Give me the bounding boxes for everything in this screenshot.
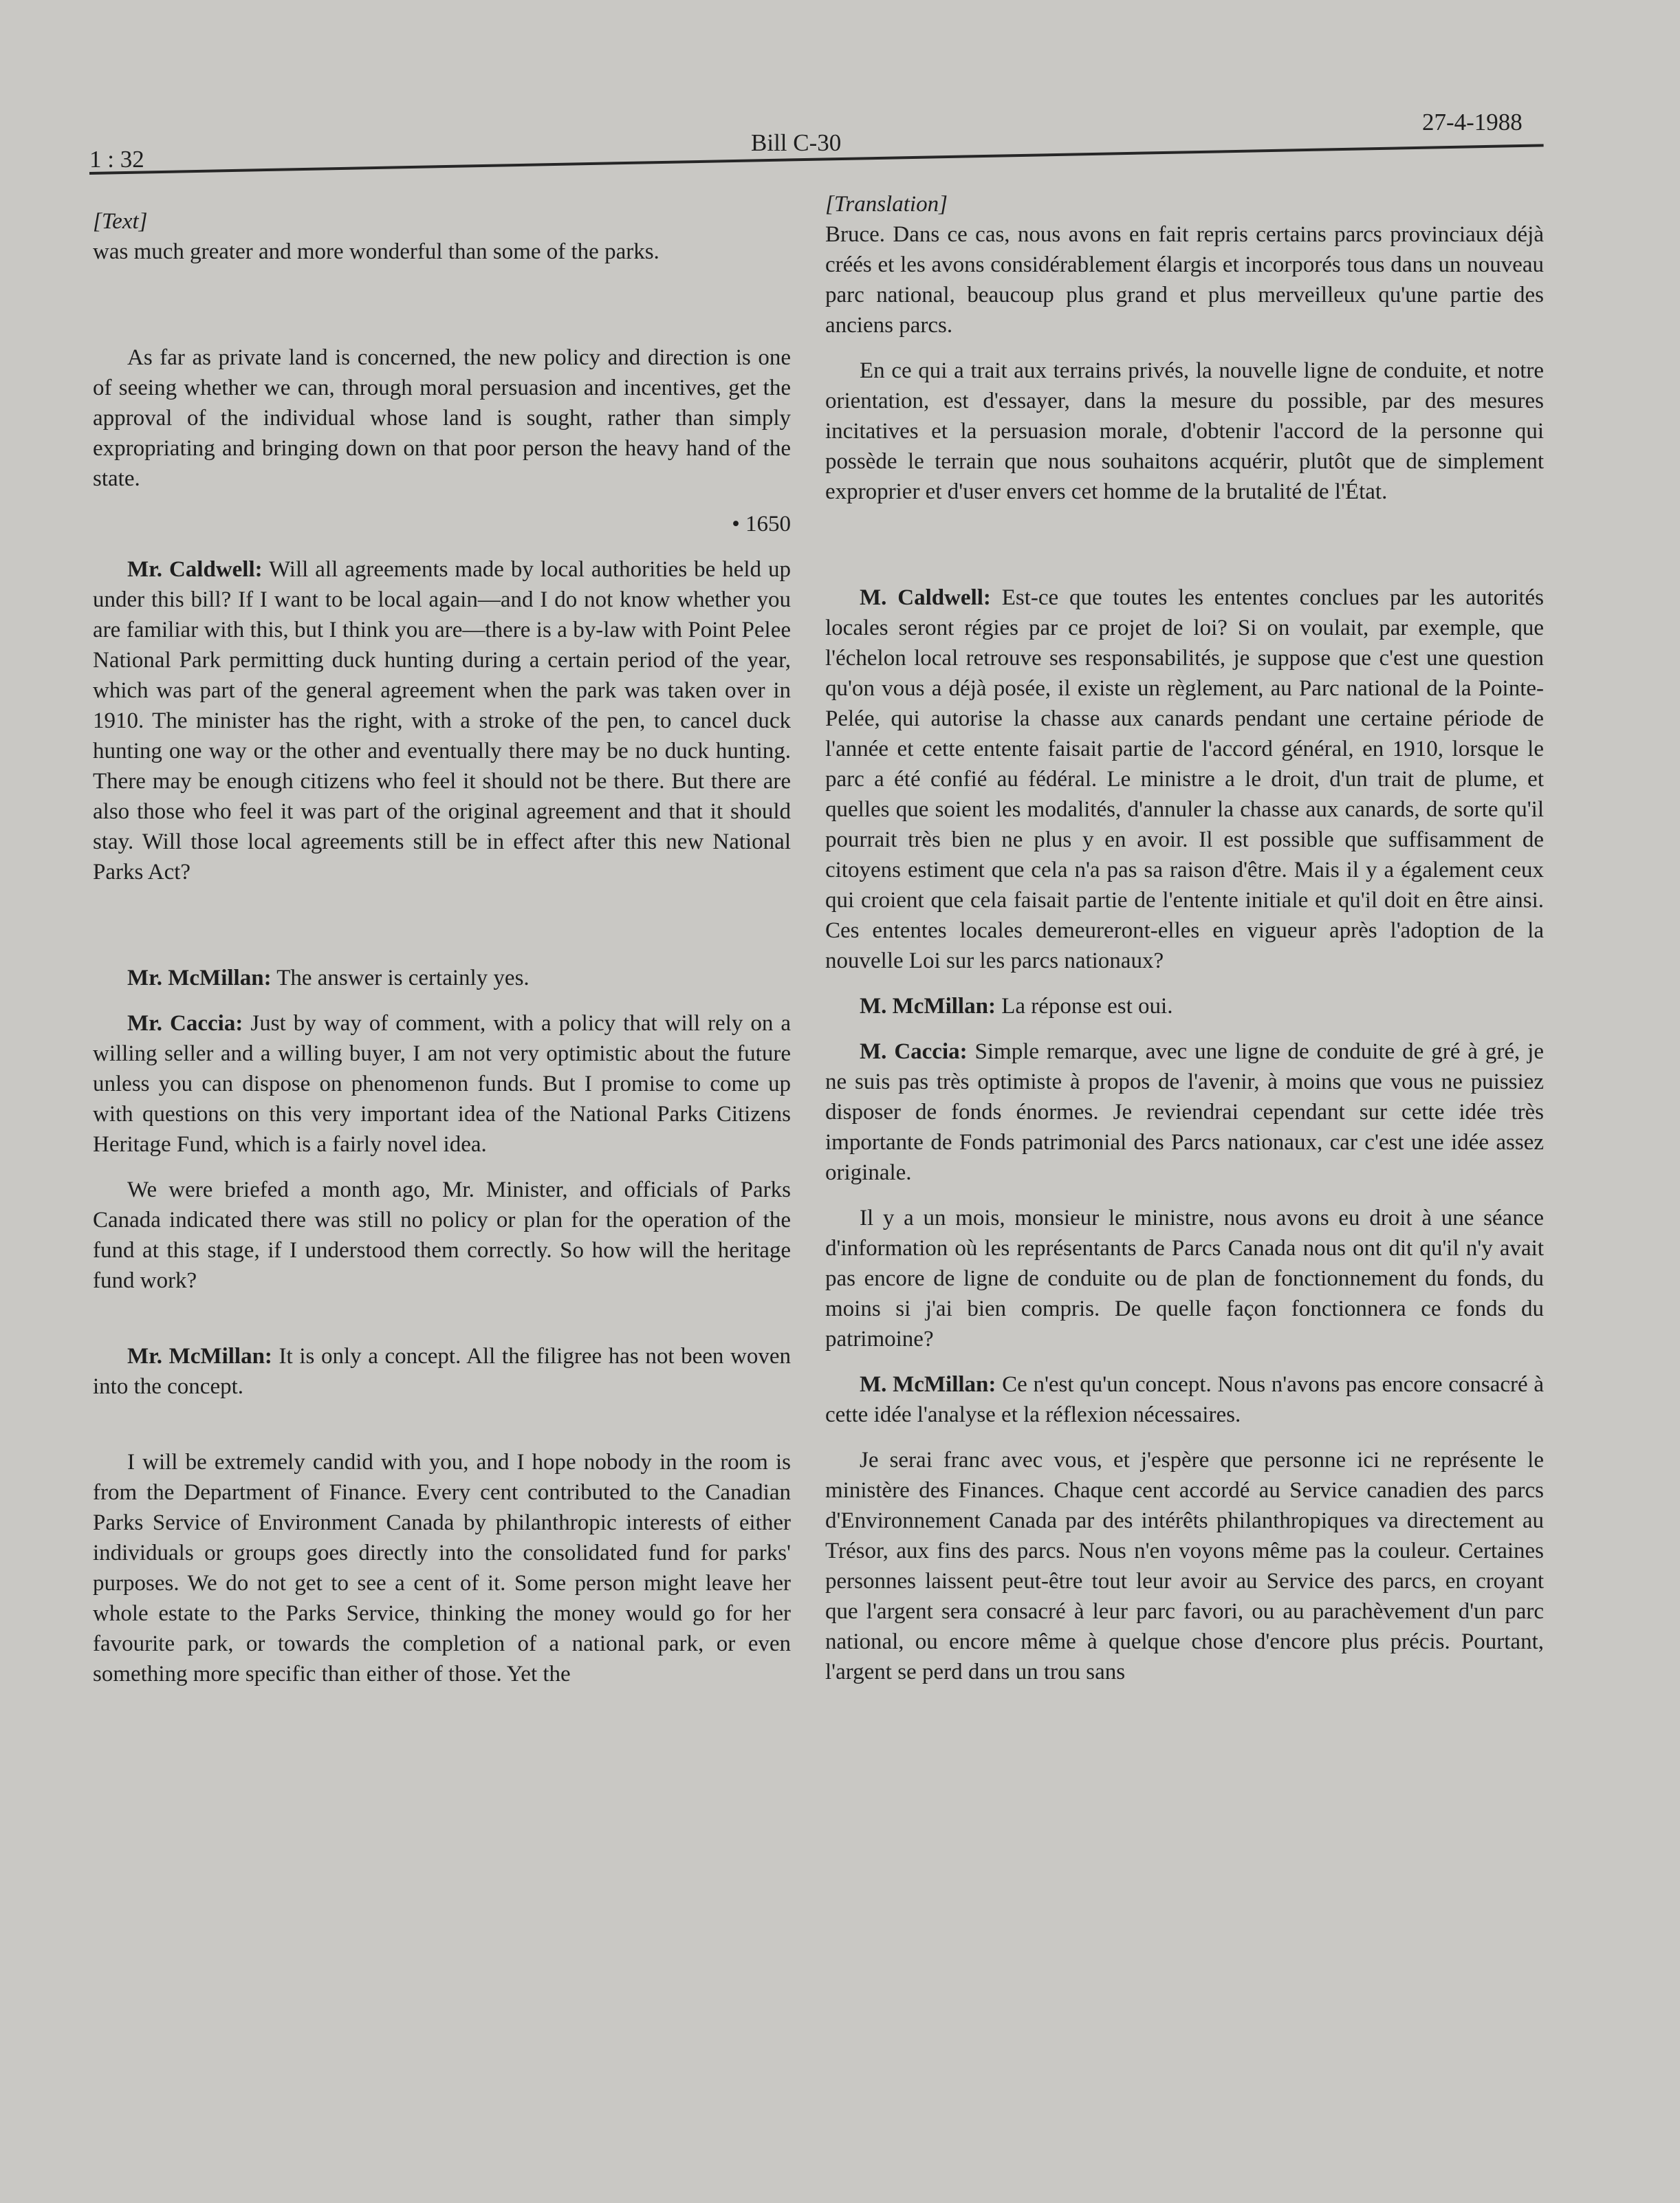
paragraph <box>93 1008 791 1160</box>
paragraph <box>825 1037 1544 1188</box>
page-date: 27-4-1988 <box>1422 109 1523 135</box>
speech-text: Will all agreements made by local authorities be held up under this bill? If I want to be local again—and I do not know whether you are familiar with this, but I think you are—there is a by-law with Point Pelee National Park permitting duck hunting during a certain period of the year, which was part of the general agreement when the park was taken over in 1910. The minister has the right, with a stroke of the pen, to cancel duck hunting one way or the other and eventually there may be no duck hunting. There may be enough citizens who feel it should not be there. But there are also those who feel it was part of the original agreement and that it should stay. Will those local agreements still be in effect after this new National Parks Act? <box>93 557 791 885</box>
speech-text: The answer is certainly yes. <box>276 966 530 990</box>
english-column <box>93 206 791 1689</box>
paragraph <box>825 991 1544 1021</box>
paragraph: En ce qui a trait aux terrains privés, la nouvelle ligne de conduite, et notre orientation, est d'essayer, dans la mesure du possible, par des mesures incitatives et la persuasion morale, d'obtenir l'accord de la personne qui possède le terrain que nous souhaitons acquérir, plutôt que de simplement exproprier et d'user envers cet homme de la brutalité de l'État. <box>825 358 1544 504</box>
french-column <box>825 189 1544 1687</box>
speaker-name: Mr. McMillan: <box>127 966 272 990</box>
speech-text: Simple remarque, avec une ligne de conduite de gré à gré, je ne suis pas très optimiste à propos de l'avenir, à moins que vous ne puissiez disposer de fonds énormes. Je reviendrai cependant sur cette idée très importante de Fonds patrimonial des Parcs nationaux, car c'est une idée assez originale. <box>825 1039 1544 1185</box>
paragraph <box>93 1341 791 1402</box>
text-tag: [Text] <box>93 209 148 234</box>
speech-text: Ce n'est qu'un concept. Nous n'avons pas encore consacré à cette idée l'analyse et la réflexion nécessaires. <box>825 1372 1545 1427</box>
paragraph: Il y a un mois, monsieur le ministre, nous avons eu droit à une séance d'information où les représentants de Parcs Canada nous ont dit qu'il n'y avait pas encore de ligne de conduite ou de plan de fonctionnement du fonds, du moins si j'ai bien compris. De quelle façon fonctionnera ce fonds du patrimoine? <box>825 1206 1544 1352</box>
paragraph <box>93 554 791 887</box>
paragraph <box>825 583 1544 976</box>
speaker-name: M. McMillan: <box>860 1372 996 1397</box>
speaker-name: M. McMillan: <box>860 994 996 1019</box>
speech-text: It is only a concept. All the filigree has not been woven into the concept. <box>93 1344 792 1399</box>
paragraph: was much greater and more wonderful than some of the parks. <box>93 239 659 264</box>
page-number: 1 : 32 <box>89 146 144 173</box>
paragraph: As far as private land is concerned, the new policy and direction is one of seeing whether we can, through moral persuasion and incentives, get the approval of the individual whose land is sought, rather than simply expropriating and bringing down on that poor person the heavy hand of the state. <box>93 345 791 491</box>
time-stamp: • 1650 <box>732 512 791 536</box>
paragraph: We were briefed a month ago, Mr. Minister, and officials of Parks Canada indicated there was still no policy or plan for the operation of the fund at this stage, if I understood them correctly. So how will the heritage fund work? <box>93 1178 791 1293</box>
speaker-name: Mr. Caccia: <box>127 1011 243 1036</box>
paragraph: I will be extremely candid with you, and I hope nobody in the room is from the Department of Finance. Every cent contributed to the Canadian Parks Service of Environment Canada by philanthropic interests of either individuals or groups goes directly into the consolidated fund for parks' purposes. We do not get to see a cent of it. Some person might leave her whole estate to the Parks Service, thinking the money would go for her favourite park, or towards the completion of a national park, or even something more specific than either of those. Yet the <box>93 1450 791 1686</box>
paragraph: Bruce. Dans ce cas, nous avons en fait repris certains parcs provinciaux déjà créés et les avons considérablement élargis et incorporés tous dans un nouveau parc national, beaucoup plus grand et plus merveilleux qu'une partie des anciens parcs. <box>825 222 1544 338</box>
speaker-name: Mr. McMillan: <box>127 1344 272 1369</box>
paragraph <box>825 1369 1544 1430</box>
speaker-name: Mr. Caldwell: <box>127 557 263 582</box>
paragraph: Je serai franc avec vous, et j'espère que personne ici ne représente le ministère des Finances. Chaque cent accordé au Service canadien des parcs d'Environnement Canada par des intérêts philanthropiques va directement au Trésor, aux fins des parcs. Nous n'en voyons même pas la couleur. Certaines personnes laissent peut-être tout leur avoir au Service des parcs, en croyant que l'argent sera consacré à leur parc favori, ou au parachèvement d'un parc national, ou encore même à quelque chose d'encore plus précis. Pourtant, l'argent se perd dans un trou sans <box>825 1448 1544 1684</box>
paragraph <box>93 963 791 993</box>
speech-text: Just by way of comment, with a policy that will rely on a willing seller and a willing buyer, I am not very optimistic about the future unless you can dispose on phenomenon funds. But I promise to come up with questions on this very important idea of the National Parks Citizens Heritage Fund, which is a fairly novel idea. <box>93 1011 792 1157</box>
speech-text: Est-ce que toutes les ententes conclues par les autorités locales seront régies par ce projet de loi? Si on voulait, par exemple, que l'échelon local retrouve ses responsabilités, je suppose que c'est une question qu'on vous a déjà posée, il existe un règlement, au Parc national de la Pointe-Pelée, qui autorise la chasse aux canards pendant une certaine période de l'année et cette entente faisait partie de l'accord général, en 1910, lorsque le parc a été confié au fédéral. Le ministre a le droit, d'un trait de plume, et quelles que soient les modalités, d'annuler la chasse aux canards, de sorte qu'il pourrait très bien ne plus y en avoir. Il est possible que suffisamment de citoyens estiment que cela n'a pas sa raison d'être. Mais il y a également ceux qui croient que cela faisait partie de l'entente initiale et qu'il doit en être ainsi. Ces ententes locales demeureront-elles en vigueur après l'adoption de la nouvelle Loi sur les parcs nationaux? <box>825 585 1544 973</box>
speaker-name: M. Caldwell: <box>860 585 991 610</box>
translation-tag: [Translation] <box>825 192 948 217</box>
speech-text: La réponse est oui. <box>1001 994 1173 1019</box>
speaker-name: M. Caccia: <box>860 1039 968 1064</box>
page-title: Bill C-30 <box>751 129 842 156</box>
